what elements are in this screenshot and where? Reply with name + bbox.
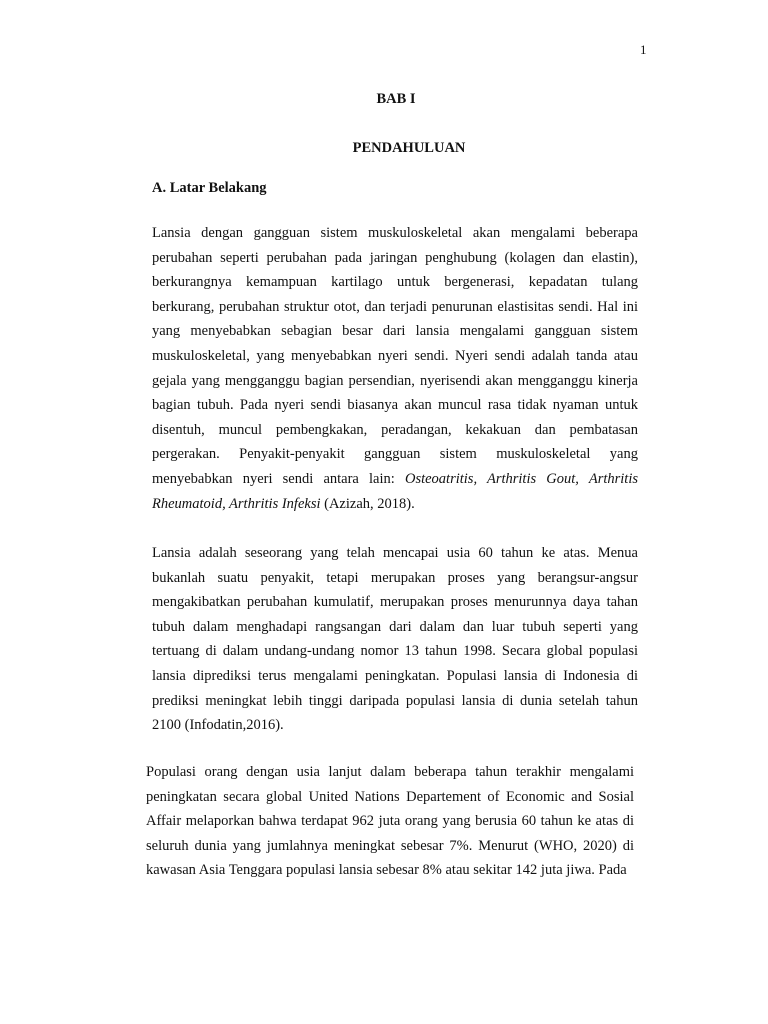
paragraph-1-citation: (Azizah, 2018). [320,495,415,512]
chapter-title: PENDAHULUAN [352,140,466,156]
paragraph-1 [152,221,638,516]
paragraph-1-italic-terms: Osteoatritis, Arthritis Gout, Arthritis Rheumatoid, Arthritis Infeksi [152,470,638,512]
chapter-heading: BAB I [376,91,416,107]
paragraph-2: Lansia adalah seseorang yang telah mencapai usia 60 tahun ke atas. Menua bukanlah suatu penyakit, tetapi merupakan proses yang berangsur-angsur mengakibatkan perubahan kumulatif, merupakan proses menurunnya daya tahan tubuh dalam menghadapi rangsangan dari dalam dan luar tubuh seperti yang tertuang di dalam undang-undang nomor 13 tahun 1998. Secara global populasi lansia diprediksi terus mengalami peningkatan. Populasi lansia di Indonesia di prediksi meningkat lebih tinggi daripada populasi lansia di dunia setelah tahun 2100 (Infodatin,2016). [152,545,638,734]
paragraph-3: Populasi orang dengan usia lanjut dalam beberapa tahun terakhir mengalami peningkatan secara global United Nations Departement of Economic and Sosial Affair melaporkan bahwa terdapat 962 juta orang yang berusia 60 tahun ke atas di seluruh dunia yang jumlahnya meningkat sebesar 7%. Menurut (WHO, 2020) di kawasan Asia Tenggara populasi lansia sebesar 8% atau sekitar 142 juta jiwa. Pada [146,764,634,879]
section-heading: A. Latar Belakang [152,180,267,196]
paragraph-1-text: Lansia dengan gangguan sistem muskuloskeletal akan mengalami beberapa perubahan seperti perubahan pada jaringan penghubung (kolagen dan elastin), berkurangnya kemampuan kartilago untuk bergenerasi, kepadatan tulang berkurang, perubahan struktur otot, dan terjadi penurunan elastisitas sendi. Hal ini yang menyebabkan sebagian besar dari lansia mengalami gangguan sistem muskuloskeletal, yang menyebabkan nyeri sendi. Nyeri sendi adalah tanda atau gejala yang mengganggu bagian persendian, nyerisendi akan mengganggu kinerja bagian tubuh. Pada nyeri sendi biasanya akan muncul rasa tidak nyaman untuk disentuh, muncul pembengkakan, peradangan, kekakuan dan pembatasan pergerakan. Penyakit-penyakit gangguan sistem muskuloskeletal yang menyebabkan nyeri sendi antara lain: [152,225,638,487]
page-number: 1 [640,42,647,57]
